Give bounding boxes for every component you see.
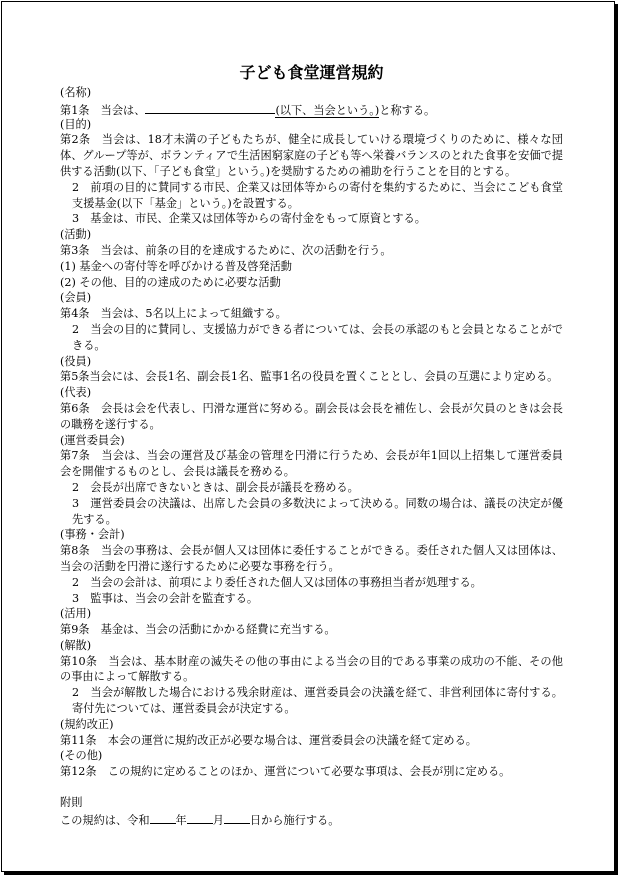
article-10-para-1: 第10条 当会は、基本財産の滅失その他の事由による当会の目的である事業の成功の不能、その他の事由によって解散する。 — [60, 654, 563, 684]
month-blank — [187, 811, 213, 824]
article-9-heading: (活用) — [60, 607, 92, 621]
enforcement-month-label: 月 — [212, 813, 224, 827]
article-5-para-1: 第5条当会には、会長1名、副会長1名、監事1名の役員を置くこととし、会員の互選により定める。 — [60, 370, 559, 384]
article-8-heading: (事務・会計) — [60, 528, 125, 542]
supplementary-heading: 附則 — [60, 796, 83, 810]
article-12-para-1: 第12条 この規約に定めることのほか、運営について必要な事項は、会長が別に定める。 — [60, 765, 511, 779]
article-7-heading: (運営委員会) — [60, 433, 125, 447]
enforcement-text-2: 日から施行する。 — [249, 813, 340, 827]
article-8-para-1: 第8条 当会の事務は、会長が個人又は団体に委任することができる。委任された個人又は団体は、当会の活動を円滑に遂行するために必要な事務を行う。 — [60, 544, 563, 573]
day-blank — [224, 811, 250, 824]
article-7-para-3: 3 運営委員会の決議は、出席した会員の多数決によって決める。同数の場合は、議長の決定が優先する。 — [72, 496, 563, 526]
document-body — [60, 61, 563, 827]
article-6-heading: (代表) — [60, 386, 92, 400]
article-2-para-1: 第2条 当会は、18才未満の子どもたちが、健全に成長していける環境づくりのために、様々な団体、グループ等が、ボランティアで生活困窮家庭の子ども等へ栄養バランスのとれた食事を安価で提供する活動(以下、「子ども食堂」という。)を奨励するための補助を行うことを目的とする。 — [60, 133, 563, 178]
article-1-text-pre: 第1条 当会は、 — [60, 103, 146, 117]
article-3-item-2: (2) その他、目的の達成のために必要な活動 — [60, 275, 281, 289]
article-9-para-1: 第9条 基金は、当会の活動にかかる経費に充当する。 — [60, 623, 336, 637]
article-4-para-2: 2 当会の目的に賛同し、支援協力ができる者については、会長の承認のもと会員となることができる。 — [72, 322, 563, 352]
article-2-para-2: 2 前項の目的に賛同する市民、企業又は団体等からの寄付を集約するために、当会にこども食堂支援基金(以下「基金」という。)を設置する。 — [72, 180, 563, 210]
spacer — [60, 780, 563, 795]
article-4-heading: (会員) — [60, 291, 92, 305]
article-8-para-3: 3 監事は、当会の会計を監査する。 — [72, 591, 259, 605]
article-3-para-1: 第3条 当会は、前条の目的を達成するために、次の活動を行う。 — [60, 243, 392, 257]
article-10-heading: (解散) — [60, 638, 92, 652]
article-7-para-2: 2 会長が出席できないときは、副会長が議長を務める。 — [72, 480, 359, 494]
article-3-heading: (活動) — [60, 228, 92, 242]
article-3-item-1: (1) 基金への寄付等を呼びかける普及啓発活動 — [60, 259, 292, 273]
association-name-note: (以下、当会という。) — [275, 103, 380, 117]
association-name-blank — [145, 101, 275, 114]
year-blank — [150, 811, 176, 824]
article-2-para-3: 3 基金は、市民、企業又は団体等からの寄付金をもって原資とする。 — [72, 212, 426, 226]
enforcement-year-label: 年 — [175, 813, 187, 827]
article-4-para-1: 第4条 当会は、5名以上によって組織する。 — [60, 307, 287, 321]
article-10-para-2: 2 当会が解散した場合における残余財産は、運営委員会の決議を経て、非営利団体に寄付する。寄付先については、運営委員会が決定する。 — [72, 686, 563, 716]
article-7-para-1: 第7条 当会は、当会の運営及び基金の管理を円滑に行うため、会長が年1回以上招集して運営委員会を開催するものとし、会長は議長を務める。 — [60, 449, 563, 479]
article-1-heading: (名称) — [60, 86, 92, 99]
article-1 — [60, 101, 563, 117]
article-12-heading: (その他) — [60, 749, 103, 763]
article-5-heading: (役員) — [60, 354, 92, 368]
document-title: 子ども食堂運営規約 — [239, 63, 384, 82]
article-6-para-1: 第6条 会長は会を代表し、円滑な運営に努める。副会長は会長を補佐し、会長が欠員のときは会長の職務を遂行する。 — [60, 401, 563, 431]
enforcement-date-line — [60, 811, 563, 827]
article-2-heading: (目的) — [60, 117, 92, 131]
enforcement-text-1: この規約は、令和 — [60, 813, 150, 827]
article-1-text-post: と称する。 — [379, 103, 436, 117]
article-11-heading: (規約改正) — [60, 717, 114, 731]
article-11-para-1: 第11条 本会の運営に規約改正が必要な場合は、運営委員会の決議を経て定める。 — [60, 733, 477, 747]
article-8-para-2: 2 当会の会計は、前項により委任された個人又は団体の事務担当者が処理する。 — [72, 575, 482, 589]
